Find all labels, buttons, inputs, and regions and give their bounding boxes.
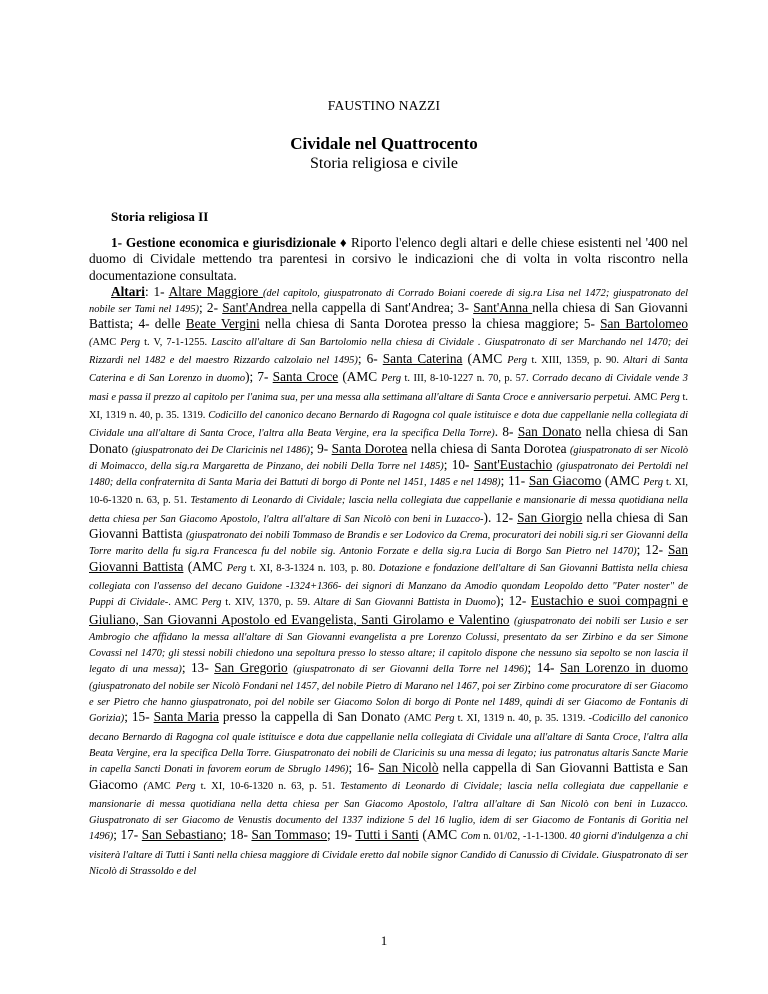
italic-note: (giuspatronato del nobile ser Nicolò Fondani nel 1457, del nobile Pietro di Marano nel 1467, poi ser Zirbino come procuratore di ser Giacomo e ser Pietro che hanno giuspatronato, poi del nobile ser Giacomo Solon di borgo di Ponte nel 1489, quindi di ser Giacomo de Fontanis di Gorizia): [89, 680, 688, 725]
italic-note: (giuspatronato dei Pertoldi nel 1480; della confraternita di Santa Maria dei Battuti di borgo di Ponte nel 1451, 1485 e nel 1498): [89, 460, 689, 489]
italic-note: Perg: [201, 597, 222, 609]
italic-note: Lascito all'altare di San Bartolomio nella chiesa di Cividale . Giuspatronato di ser Marchando nel 1470; dei Rizzardi nel 1482 e del maestro Rizzardo calzolaio nel 1495): [89, 336, 688, 367]
body-text-run: ; 11-: [500, 473, 529, 489]
italic-note: Altari di Santa Caterina e di San Lorenzo in duomo: [89, 355, 689, 385]
body-text-run: ; 9-: [309, 440, 332, 456]
body-text-run: presso la cappella di San Donato: [218, 709, 405, 725]
document-subtitle: Storia religiosa e civile: [310, 155, 458, 172]
altar-name: San Nicolò: [378, 760, 439, 776]
diamond-bullet-icon: ♦: [339, 235, 348, 250]
body-text-run: nella cappella di Sant'Andrea; 3-: [291, 300, 474, 316]
section-heading: Storia religiosa II: [111, 209, 209, 224]
body-text-run: ; 15-: [124, 709, 154, 725]
note-reference: AMC: [633, 391, 660, 403]
altar-name: Santa Caterina: [382, 351, 463, 367]
intro-heading: 1- Gestione economica e giurisdizionale: [111, 235, 337, 250]
body-text-run: nella chiesa di Santa Dorotea presso la chiesa maggiore; 5-: [259, 316, 601, 332]
intro-paragraph: [89, 235, 688, 284]
italic-note: (giuspatronato di ser Giovanni della Torre nel 1496): [293, 664, 528, 676]
body-text-run: ; 10-: [443, 456, 474, 472]
italic-note: Perg: [381, 373, 402, 385]
document-title: Cividale nel Quattrocento: [290, 134, 478, 153]
italic-note: (giuspatronato dei nobili ser Lusio e ser Ambrogio che affidano la messa all'altare di San Giovanni evangelista a pre Lorenzo Colussi, presentato da ser Zirbino e da ser Simone Covassi nel 1470; gli stessi nobili chiedono una sepoltura presso lo stesso altare; il capitolo dispone che nessuno sia sepolto se non lascia il legato di una messa): [89, 615, 689, 676]
altar-name: Santa Dorotea: [331, 440, 408, 456]
italic-note: (giuspatronato dei nobili Tommaso de Brandis e ser Lodovico da Crema, procuratori dei nobili sig.ri ser Giovanni della Torre marito della fu sig.ra Francesca fu del nobile sig. Antonio Forzate e della sig.ra Lucia di Borgo San Pietro nel 1470): [89, 530, 688, 558]
italic-note: Perg: [643, 477, 664, 489]
body-text-run: (AMC: [338, 369, 382, 385]
italic-note: Codicillo del canonico decano Bernardo di Ragogna col quale istituisce e dota due cappellanie nella collegiata di Cividale una all'altare di Santa Croce, l'altra alla Beata Vergine, era la specifica Della Torre): [89, 409, 689, 440]
altar-name: San Lorenzo in duomo: [559, 660, 688, 676]
body-text: [89, 235, 688, 878]
italic-note: (giuspatronato di ser Nicolò di Moimacco, della sig.ra Margaretta de Pinzano, dei nobili Della Torre nel 1485): [89, 444, 689, 472]
note-reference: . AMC: [168, 597, 202, 609]
body-text-run: ; 18-: [222, 827, 252, 843]
altar-name: Sant'Andrea: [222, 300, 292, 316]
italic-note: Perg: [120, 336, 141, 348]
page-number: 1: [380, 933, 388, 948]
body-text-run: (AMC: [462, 351, 508, 367]
altar-name: Eustachio e suoi compagni e Giuliano, San Giovanni Apostolo ed Evangelista, Santi Girolamo e Valentino: [89, 593, 689, 627]
note-reference: n. 01/02, -1-1-1300.: [480, 831, 570, 843]
note-reference: t. XI, 10-6-1320 n. 63, p. 51.: [89, 477, 689, 507]
altar-name: San Tommaso: [251, 827, 327, 843]
body-text-run: ; 17-: [113, 827, 142, 843]
italic-note: Perg: [175, 780, 196, 792]
intro-text: Riporto l'elenco degli altari e delle chiese esistenti nel '400 nel duomo di Cividale mettendo tra parentesi in corsivo le indicazioni che di volta in volta riscontro nella documentazione consultata.: [89, 235, 688, 283]
altar-name: Santa Maria: [153, 709, 219, 725]
author-name: FAUSTINO NAZZI: [327, 98, 441, 113]
body-text-run: ; 2-: [199, 300, 223, 316]
body-text-run: ; 16-: [348, 760, 379, 776]
body-text-run: ). 12-: [483, 509, 518, 525]
note-reference: t. XIV, 1370, p. 59.: [221, 597, 314, 609]
altar-name: San Sebastiano: [141, 827, 223, 843]
note-reference: t. XI, 1319 n. 40, p. 35. 1319. -: [454, 713, 593, 725]
note-reference: AMC: [92, 336, 121, 348]
body-text-run: . 8-: [494, 424, 518, 440]
italic-note: Perg: [507, 355, 528, 367]
italic-note: Perg: [434, 713, 455, 725]
italic-note: Testamento di Leonardo di Cividale; lascia nella collegiata due cappellanie e mansionarie di messa quotidiana nella detta chiesa per San Giacomo Apostolo, l'altra all'altare di San Nicolò con beni in Luzacco. Giuspatronato di ser Giacomo de Venustis documento del 1337 indizione 5 del 16 luglio, idem di ser Giacomo de Fontanis di Goritia nel 1496): [89, 780, 688, 843]
altar-name: Beate Vergini: [185, 316, 260, 332]
body-text-run: nella chiesa di San Giovanni Battista; 4- delle: [89, 300, 688, 332]
body-text-run: nella chiesa di Santa Dorotea: [407, 440, 570, 456]
note-reference: t. XI, 10-6-1320 n. 63, p. 51.: [195, 780, 341, 792]
italic-note: (: [404, 713, 408, 725]
body-text-run: (AMC: [183, 558, 227, 574]
body-text-run: ); 7-: [245, 369, 273, 385]
body-text-run: ; 13-: [181, 660, 215, 676]
altar-name: San Giacomo: [528, 473, 602, 489]
altar-name: San Giovanni Battista: [89, 542, 688, 574]
italic-note: Perg: [226, 562, 247, 574]
body-text-run: ); 12-: [495, 593, 531, 609]
body-text-run: (AMC: [418, 827, 461, 843]
note-reference: AMC: [147, 780, 176, 792]
body-text-run: nella chiesa di San Giovanni Battista: [89, 509, 688, 542]
altar-name: Altare Maggiore: [168, 283, 264, 299]
note-reference: t. XI, 1319 n. 40, p. 35. 1319.: [89, 391, 688, 421]
body-text-run: ; 14-: [527, 660, 560, 676]
italic-note: (: [143, 780, 148, 792]
italic-note: (del capitolo, giuspatronato di Corrado Boiani coerede di sig.ra Lisa nel 1472; giuspatronato del nobile ser Tami nel 1495): [89, 287, 688, 316]
altar-name: Tutti i Santi: [355, 827, 419, 843]
italic-note: Codicillo del canonico decano Bernardo di Ragogna col quale istituisce e dota due cappellanie nella collegiata di Cividale una all'altare di Santa Croce, l'altra alla Beata Vergine, era la specifica Della Torre. Giuspatronato dei nobili de Claricinis su una messa di legato; ius patronatus altaris Sancte Marie in capella Sancti Donati in favorem eorum de Sbruglo 1496): [89, 713, 689, 776]
altar-name: San Bartolomeo: [600, 316, 688, 332]
italic-note: (giuspatronato dei De Claricinis nel 1486): [131, 444, 310, 456]
altar-name: San Gregorio: [214, 660, 288, 676]
note-reference: t. V, 7-1-1255.: [140, 336, 212, 348]
altar-name: Santa Croce: [272, 369, 339, 385]
italic-note: Corrado decano di Cividale vende 3 masi e passa il prezzo al capitolo per l'anima sua, per una messa alla settimana all'altare di Santa Croce e anniversario perpetui.: [89, 373, 688, 403]
italic-note: Altare di San Giovanni Battista in Duomo: [313, 597, 496, 609]
altar-name: San Giorgio: [517, 509, 583, 525]
note-reference: t. XIII, 1359, p. 90.: [527, 355, 624, 367]
body-text-run: : 1-: [144, 283, 169, 299]
altar-name: San Donato: [517, 424, 582, 440]
note-reference: t. III, 8-10-1227 n. 70, p. 57.: [401, 373, 533, 385]
altari-paragraph: [89, 284, 688, 878]
body-text-run: ; 19-: [327, 827, 356, 843]
altari-label: Altari: [111, 283, 145, 299]
body-text-run: nella cappella di San Giovanni Battista e San Giacomo: [89, 760, 688, 792]
italic-note: 40 giorni d'indulgenza a chi visiterà l'altare di Tutti i Santi nella chiesa maggiore di Cividale eretto dal nobile signor Candido di Canussio di Cividale. Giuspatronato di ser Nicolò di Strassoldo e del: [89, 831, 688, 877]
italic-note: (: [89, 336, 93, 348]
italic-note: Com: [460, 831, 481, 843]
altar-name: Sant'Anna: [473, 300, 533, 316]
altar-name: Sant'Eustachio: [473, 456, 553, 472]
italic-note: Dotazione e fondazione dell'altare di San Giovanni Battista nella chiesa collegiata con l'assenso del decano Guidone -1324+1366- dei signori di Manzano da Amodio quondam Leopoldo detto "Pater noster" de Puppi di Cividale-: [89, 562, 689, 609]
body-text-run: ; 12-: [636, 542, 669, 558]
note-reference: AMC: [407, 713, 435, 725]
italic-note: Perg: [659, 391, 680, 403]
note-reference: t. XI, 8-3-1324 n. 103, p. 80.: [246, 562, 379, 574]
italic-note: Testamento di Leonardo di Cividale; lascia nella collegiata due cappellanie e mansionarie di messa quotidiana nella detta chiesa per San Giacomo Apostolo, l'altra all'altare di San Nicolò con beni in Luzacco-: [89, 495, 689, 525]
body-text-run: (AMC: [601, 473, 644, 489]
body-text-run: ; 6-: [357, 351, 383, 367]
body-text-run: nella chiesa di San Donato: [89, 424, 688, 456]
